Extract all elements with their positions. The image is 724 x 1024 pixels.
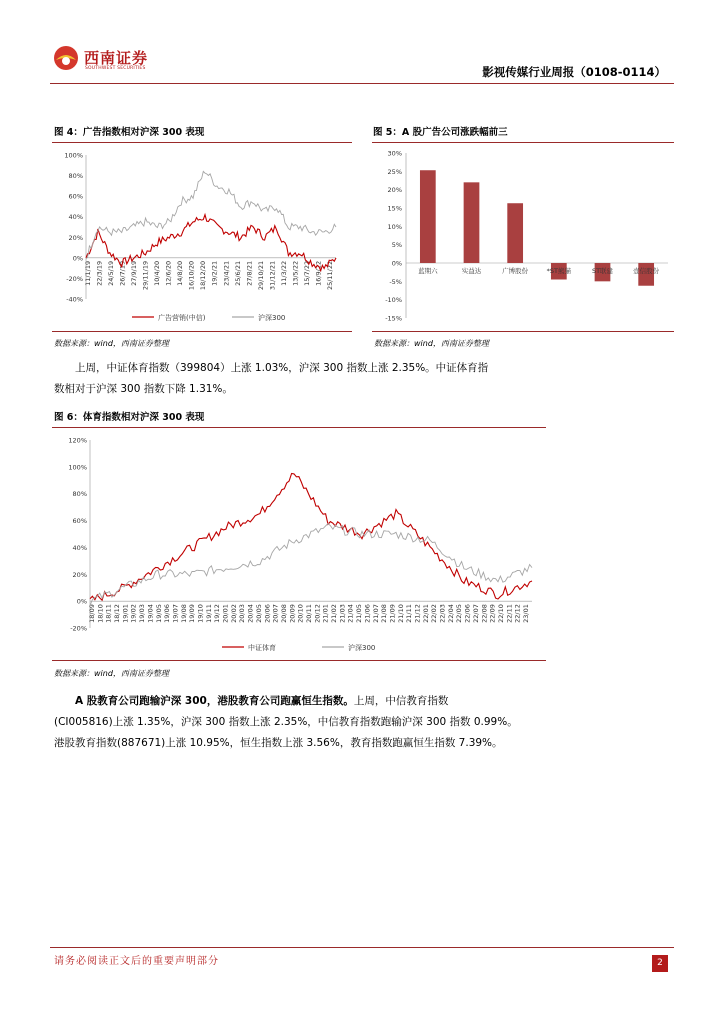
fig4-source: 数据来源：wind，西南证券整理 <box>54 339 169 348</box>
x-tick-label: 18/12 <box>113 604 122 623</box>
y-tick-label: -40% <box>66 295 83 304</box>
page-number: 2 <box>652 955 668 972</box>
y-tick-label: 20% <box>72 570 87 579</box>
x-tick-label: 31/12/21 <box>268 260 277 291</box>
x-tick-label: 22/3/19 <box>95 260 104 286</box>
x-tick-label: 29/10/21 <box>256 260 265 291</box>
y-tick-label: 15% <box>387 204 402 213</box>
fig4-title: 图 4：广告指数相对沪深 300 表现 <box>54 127 205 138</box>
legend-label: 沪深300 <box>348 644 376 652</box>
x-tick-label: 20/08 <box>279 604 288 623</box>
x-tick-label: 20/02 <box>229 604 238 623</box>
logo <box>52 44 172 76</box>
paragraph-education <box>54 691 674 754</box>
category-label: 广博股份 <box>502 267 529 275</box>
x-tick-label: 20/05 <box>254 604 263 623</box>
x-tick-label: 21/02 <box>330 604 339 623</box>
report-title: 影视传媒行业周报（0108-0114） <box>482 65 666 79</box>
x-tick-label: 11/1/19 <box>84 260 92 286</box>
x-tick-label: 19/10 <box>196 604 205 623</box>
paragraph-sports-line2: 数相对于沪深 300 指数下降 1.31%。 <box>54 383 233 395</box>
x-tick-label: 19/12 <box>213 604 222 623</box>
series-line-benchmark <box>86 171 336 259</box>
y-tick-label: 5% <box>391 241 402 250</box>
x-tick-label: 20/09 <box>288 604 297 623</box>
x-tick-label: 19/09 <box>188 604 197 623</box>
x-tick-label: 22/09 <box>488 604 497 623</box>
category-label: 蓝期六 <box>418 267 438 275</box>
x-tick-label: 23/4/21 <box>222 260 231 286</box>
x-tick-label: 20/01 <box>221 604 230 623</box>
x-tick-label: 22/04 <box>446 604 455 623</box>
y-tick-label: 30% <box>387 149 402 158</box>
x-tick-label: 20/06 <box>263 604 272 623</box>
x-tick-label: 14/8/20 <box>176 260 185 286</box>
logo-emblem-icon <box>52 44 80 72</box>
y-tick-label: -15% <box>385 314 402 323</box>
x-tick-label: 19/08 <box>179 604 188 623</box>
x-tick-label: 21/12 <box>413 604 422 623</box>
x-tick-label: 27/9/19 <box>130 260 139 286</box>
legend-label: 沪深300 <box>258 314 286 322</box>
x-tick-label: 19/05 <box>154 604 163 623</box>
x-tick-label: 20/07 <box>271 604 280 623</box>
y-tick-label: -10% <box>385 296 402 305</box>
x-tick-label: 20/04 <box>246 604 255 623</box>
y-tick-label: -20% <box>70 624 87 633</box>
x-tick-label: 19/2/21 <box>210 260 219 286</box>
y-tick-label: 0% <box>391 259 402 268</box>
y-tick-label: 20% <box>68 233 83 242</box>
x-tick-label: 19/03 <box>138 604 147 623</box>
y-tick-label: -20% <box>66 274 83 283</box>
x-tick-label: 19/04 <box>146 604 155 623</box>
x-tick-label: 27/8/21 <box>245 260 254 286</box>
x-tick-label: 19/07 <box>171 604 180 623</box>
header-divider <box>50 83 674 84</box>
x-tick-label: 26/7/19 <box>118 260 127 286</box>
bar <box>464 182 480 263</box>
x-tick-label: 22/12 <box>513 604 522 623</box>
category-label: 壹信股份 <box>633 267 660 275</box>
x-tick-label: 21/09 <box>388 604 397 623</box>
x-tick-label: 22/10 <box>496 604 505 623</box>
x-tick-label: 16/9/22 <box>314 260 323 286</box>
y-tick-label: 40% <box>72 543 87 552</box>
logo-text: 西南证券 <box>84 49 149 67</box>
paragraph-education-line3: 港股教育指数(887671)上涨 10.95%，恒生指数上涨 3.56%，教育指数跑赢恒生指数 7.39%。 <box>54 737 503 749</box>
x-tick-label: 22/03 <box>438 604 447 623</box>
fig5-chart <box>372 143 674 329</box>
x-tick-label: 21/03 <box>338 604 347 623</box>
category-label: ST联建 <box>591 267 614 275</box>
x-tick-label: 20/12 <box>313 604 322 623</box>
x-tick-label: 23/01 <box>522 604 530 623</box>
fig4-chart <box>52 143 352 329</box>
x-tick-label: 18/09 <box>88 604 96 623</box>
y-tick-label: 80% <box>68 172 83 181</box>
y-tick-label: 10% <box>387 222 402 231</box>
x-tick-label: 19/11 <box>204 604 213 623</box>
fig5-source: 数据来源：wind，西南证券整理 <box>374 339 489 348</box>
y-tick-label: 20% <box>387 186 402 195</box>
x-tick-label: 21/01 <box>321 604 330 623</box>
x-tick-label: 21/05 <box>355 604 364 623</box>
x-tick-label: 11/3/22 <box>279 260 288 286</box>
y-tick-label: 100% <box>68 463 87 472</box>
x-tick-label: 24/5/19 <box>107 260 116 286</box>
fig6-chart <box>52 428 546 658</box>
x-tick-label: 16/10/20 <box>187 260 196 291</box>
footer-disclaimer: 请务必阅读正文后的重要声明部分 <box>54 956 219 967</box>
paragraph-education-bold: A 股教育公司跑输沪深 300，港股教育公司跑赢恒生指数。 <box>75 695 354 707</box>
x-tick-label: 18/10 <box>96 604 105 623</box>
x-tick-label: 21/08 <box>380 604 389 623</box>
x-tick-label: 21/11 <box>405 604 414 623</box>
y-tick-label: 60% <box>72 517 87 526</box>
x-tick-label: 22/02 <box>430 604 439 623</box>
x-tick-label: 10/4/20 <box>153 260 162 286</box>
logo-subtitle: SOUTHWEST SECURITIES <box>85 66 146 71</box>
bar <box>507 203 523 263</box>
x-tick-label: 12/6/20 <box>164 260 173 286</box>
y-tick-label: 80% <box>72 490 87 499</box>
x-tick-label: 22/07 <box>471 604 480 623</box>
x-tick-label: 20/03 <box>238 604 247 623</box>
x-tick-label: 22/01 <box>421 604 430 623</box>
fig6-title: 图 6：体育指数相对沪深 300 表现 <box>54 412 205 423</box>
legend-label: 中证体育 <box>248 644 276 652</box>
x-tick-label: 22/08 <box>480 604 489 623</box>
x-tick-label: 21/04 <box>346 604 355 623</box>
x-tick-label: 18/11 <box>104 604 113 623</box>
x-tick-label: 20/11 <box>305 604 313 623</box>
y-tick-label: 120% <box>68 436 87 445</box>
paragraph-sports-line1: 上周，中证体育指数（399804）上涨 1.03%，沪深 300 指数上涨 2.35%。中证体育指 <box>75 362 489 374</box>
x-tick-label: 20/10 <box>296 604 305 623</box>
x-tick-label: 22/11 <box>505 604 514 623</box>
category-label: *ST熊猫 <box>546 267 572 275</box>
x-tick-label: 29/11/19 <box>141 260 150 291</box>
series-line-primary <box>90 474 532 601</box>
series-line-benchmark <box>90 524 532 606</box>
x-tick-label: 13/5/22 <box>291 260 300 286</box>
y-tick-label: 40% <box>68 213 83 222</box>
x-tick-label: 21/10 <box>396 604 405 623</box>
y-tick-label: -5% <box>389 277 402 286</box>
x-tick-label: 19/06 <box>163 604 172 623</box>
bar <box>420 170 436 263</box>
y-tick-label: 0% <box>76 597 87 606</box>
paragraph-education-line1 <box>54 691 674 712</box>
legend-label: 广告营销(中信) <box>158 314 206 322</box>
x-tick-label: 25/11/22 <box>326 260 334 291</box>
x-tick-label: 15/7/22 <box>302 260 311 286</box>
x-tick-label: 21/07 <box>371 604 380 623</box>
x-tick-label: 21/06 <box>363 604 372 623</box>
paragraph-education-line1-rest: 上周，中信教育指数 <box>353 695 449 707</box>
x-tick-label: 18/12/20 <box>199 260 208 291</box>
fig6-source: 数据来源：wind，西南证券整理 <box>54 669 169 678</box>
x-tick-label: 19/02 <box>129 604 138 623</box>
x-tick-label: 22/06 <box>463 604 472 623</box>
y-tick-label: 0% <box>72 254 83 263</box>
x-tick-label: 25/6/21 <box>233 260 242 286</box>
y-tick-label: 100% <box>64 151 83 160</box>
paragraph-education-line2: (CI005816)上涨 1.35%，沪深 300 指数上涨 2.35%，中信教育指数跑输沪深 300 指数 0.99%。 <box>54 716 518 728</box>
y-tick-label: 25% <box>387 167 402 176</box>
paragraph-sports <box>54 358 674 400</box>
x-tick-label: 22/05 <box>455 604 464 623</box>
y-tick-label: 60% <box>68 192 83 201</box>
x-tick-label: 19/01 <box>121 604 130 623</box>
footer-divider <box>50 947 674 948</box>
fig5-title: 图 5：A 股广告公司涨跌幅前三 <box>373 127 508 138</box>
category-label: 实益达 <box>461 267 482 275</box>
